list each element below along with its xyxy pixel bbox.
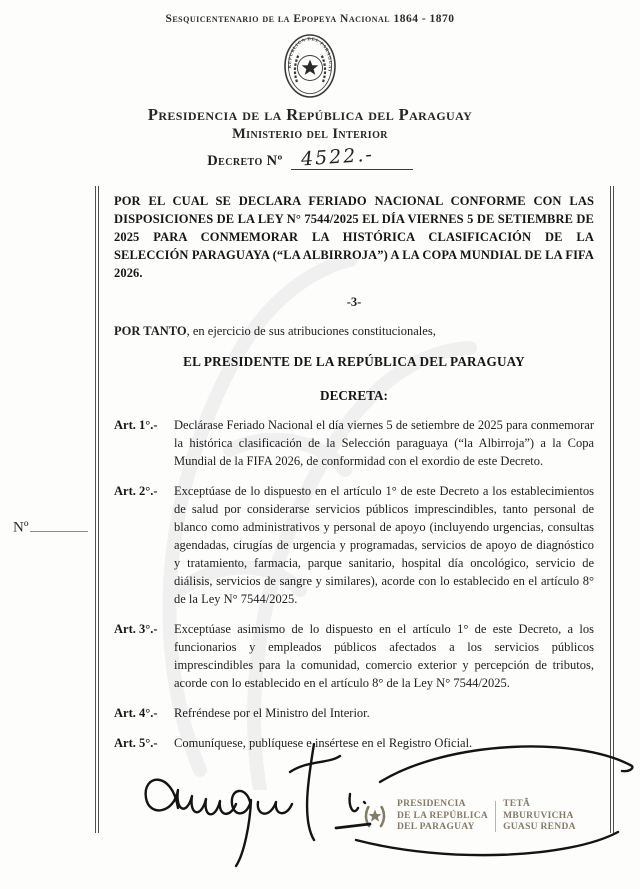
margin-number-label: Nº: [13, 519, 29, 536]
decree-number-row: [0, 143, 620, 171]
article-4-text: Refréndese por el Ministro del Interior.: [174, 706, 370, 720]
article-2: [114, 482, 594, 608]
article-4-label: Art. 4°.-: [114, 706, 158, 720]
logo-text-guarani: [503, 799, 576, 834]
article-3: [114, 620, 594, 692]
anniversary-motto: Sesquicentenario de la Epopeya Nacional 1864 - 1870: [165, 13, 455, 25]
decree-subject: POR EL CUAL SE DECLARA FERIADO NACIONAL CONFORME CON LAS DISPOSICIONES DE LA LEY N° 7544/2025 EL DÍA VIERNES 5 DE SETIEMBRE DE 2025 PARA CONMEMORAR LA HISTÓRICA CLASIFICACIÓN DE LA SELECCIÓN PARAGUAYA (“LA ALBIRROJA”) A LA COPA MUNDIAL DE LA FIFA 2026.: [114, 194, 594, 280]
page-marker: -3-: [346, 295, 362, 309]
decree-number-handwritten: 4522.-: [300, 143, 375, 171]
article-5-label: Art. 5°.-: [114, 736, 158, 750]
president-line: EL PRESIDENTE DE LA REPÚBLICA DEL PARAGUAY: [183, 354, 525, 369]
logo-divider: [495, 801, 496, 832]
institution-title: Presidencia de la República del Paraguay: [147, 105, 473, 124]
seal-caption: REPUBLICA DEL PARAGUAY: [286, 36, 334, 74]
ministry-title: Ministerio del Interior: [232, 126, 388, 142]
por-tanto-bold: POR TANTO: [114, 324, 187, 338]
logo-gn-line1: TETÃ: [503, 799, 531, 809]
por-tanto-line: [114, 322, 594, 340]
national-coat-of-arms: [283, 32, 337, 100]
article-1-text: Declárase Feriado Nacional el día viernes 5 de setiembre de 2025 para conmemorar la histórica clasificación de la Selección paraguaya (“la Albirroja”) a la Copa Mundial de la FIFA 2026, de conformidad con el exordio de este Decreto.: [174, 418, 594, 468]
logo-es-line1: PRESIDENCIA: [397, 799, 466, 809]
document-header: [0, 0, 620, 170]
decree-number-field: [291, 143, 413, 171]
article-5: [114, 734, 594, 752]
laurel-star-icon: [360, 801, 390, 831]
article-4: [114, 704, 594, 722]
article-1: [114, 416, 594, 470]
article-2-label: Art. 2°.-: [114, 484, 158, 498]
article-3-text: Exceptúase asimismo de lo dispuesto en el artículo 1° de este Decreto, a los funcionarios y empleados públicos afectados a los servicios públicos imprescindibles para la comunidad, comercio exterior y percepción de tributos, acorde con lo establecido en el artículo 8° de la Ley N° 7544/2025.: [174, 622, 594, 690]
margin-number-blank-line: [30, 517, 88, 532]
article-2-text: Exceptúase de lo dispuesto en el artículo 1° de este Decreto a los establecimientos de salud por considerarse servicios públicos imprescindibles, tanto personal de blanco como administrativos y personal de apoyo (incluyendo urgencias, consultas agendadas, cirugías de urgencia y programadas, servicios de apoyo de diagnóstico y tratamiento, farmacia, parque sanitario, hospital día oncológico, servicio de diálisis, servicios de sangre y similares), acorde con lo establecido en el artículo 8° de la Ley N° 7544/2025.: [174, 484, 594, 606]
article-1-label: Art. 1°.-: [114, 418, 158, 432]
logo-gn-line2: MBURUVICHA: [503, 810, 574, 821]
logo-text-spanish: [397, 799, 488, 834]
margin-number-field: [13, 517, 88, 537]
decree-body: [95, 186, 614, 833]
presidency-logo: [360, 799, 576, 834]
article-3-label: Art. 3°.-: [114, 622, 158, 636]
logo-gn-line3: GUASU RENDA: [503, 822, 576, 832]
logo-es-line2: DE LA REPÚBLICA: [397, 810, 489, 821]
decree-label: Decreto Nº: [207, 153, 283, 169]
article-5-text: Comuníquese, publíquese e insértese en el Registro Oficial.: [174, 736, 473, 750]
decreta-heading: DECRETA:: [320, 388, 388, 403]
logo-es-line3: DEL PARAGUAY: [397, 822, 475, 832]
por-tanto-rest: , en ejercicio de sus atribuciones constitucionales,: [186, 324, 436, 338]
